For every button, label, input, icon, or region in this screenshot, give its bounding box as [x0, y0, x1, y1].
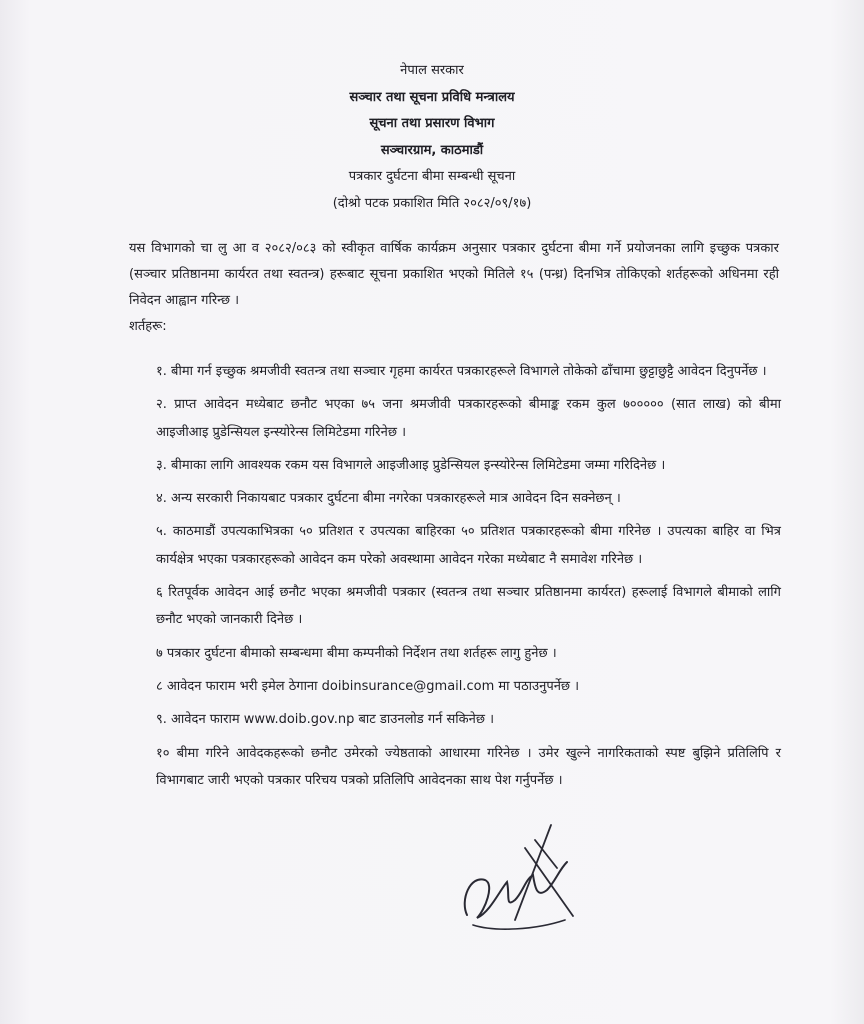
signature-image — [455, 820, 585, 940]
intro-paragraph: यस विभागको चा लु आ व २०८२/०८३ को स्वीकृत वार्षिक कार्यक्रम अनुसार पत्रकार दुर्घटना बीमा गर्ने प्रयोजनका लागि इच्छुक पत्रकार (सञ्चार प्रतिष्ठानमा कार्यरत तथा स्वतन्त्र) हरूबाट सूचना प्रकाशित भएको मितिले १५ (पन्ध्र) दिनभित्र तोकिएको शर्तहरूको अधिनमा रही निवेदन आह्वान गरिन्छ । — [129, 241, 779, 308]
notice-title: पत्रकार दुर्घटना बीमा सम्बन्धी सूचना — [348, 169, 516, 184]
condition-item: ७ पत्रकार दुर्घटना बीमाको सम्बन्धमा बीमा कम्पनीको निर्देशन तथा शर्तहरू लागु हुनेछ । — [156, 645, 557, 661]
header-department: सूचना तथा प्रसारण विभाग — [369, 116, 495, 131]
condition-item: ५. काठमाडौं उपत्यकाभित्रका ५० प्रतिशत र उपत्यका बाहिरका ५० प्रतिशत पत्रकारहरूको बीमा गरिनेछ । उपत्यका बाहिर वा भित्र कार्यक्षेत्र भएका पत्रकारहरूको आवेदन कम परेको अवस्थामा आवेदन गरेका मध्येबाट नै समावेश गरिनेछ । — [156, 524, 781, 567]
header-ministry: सञ्चार तथा सूचना प्रविधि मन्त्रालय — [349, 89, 515, 105]
conditions-list — [156, 358, 781, 800]
condition-item: ६ रितपूर्वक आवेदन आई छनौट भएका श्रमजीवी पत्रकार (स्वतन्त्र तथा सञ्चार प्रतिष्ठानमा कार्यरत) हरूलाई विभागले बीमाको लागि छनौट भएको जानकारी दिनेछ । — [156, 585, 781, 628]
condition-item: ३. बीमाका लागि आवश्यक रकम यस विभागले आइजीआइ प्रुडेन्सियल इन्स्योरेन्स लिमिटेडमा जम्मा गरिदिनेछ । — [156, 457, 666, 473]
header-address: सञ्चारग्राम, काठमाडौं — [380, 142, 484, 158]
condition-item: १. बीमा गर्न इच्छुक श्रमजीवी स्वतन्त्र तथा सञ्चार गृहमा कार्यरत पत्रकारहरूले विभागले तोकेको ढाँचामा छुट्टाछुट्टै आवेदन दिनुपर्नेछ । — [156, 364, 767, 379]
header-government: नेपाल सरकार — [400, 63, 464, 78]
condition-item: १० बीमा गरिने आवेदकहरूको छनौट उमेरको ज्येष्ठताको आधारमा गरिनेछ । उमेर खुल्ने नागरिकताको स्पष्ट बुझिने प्रतिलिपि र विभागबाट जारी भएको पत्रकार परिचय पत्रको प्रतिलिपि आवेदनका साथ पेश गर्नुपर्नेछ । — [156, 745, 781, 788]
condition-item: ९. आवेदन फाराम www.doib.gov.np बाट डाउनलोड गर्न सकिनेछ । — [156, 712, 495, 728]
conditions-label: शर्तहरू: — [129, 319, 167, 334]
condition-item: ४. अन्य सरकारी निकायबाट पत्रकार दुर्घटना बीमा नगरेका पत्रकारहरूले मात्र आवेदन दिन सक्नेछन् । — [156, 491, 621, 507]
condition-item: ८ आवेदन फाराम भरी इमेल ठेगाना doibinsurance@gmail.com मा पठाउनुपर्नेछ । — [156, 678, 580, 694]
condition-item: २. प्राप्त आवेदन मध्येबाट छनौट भएका ७५ जना श्रमजीवी पत्रकारहरूको बीमाङ्क रकम कुल ७००००० (सात लाख) को बीमा आइजीआइ प्रुडेन्सियल इन्स्योरेन्स लिमिटेडमा गरिनेछ । — [156, 397, 781, 440]
publish-date: (दोश्रो पटक प्रकाशित मिति २०८२/०९/१७) — [332, 195, 532, 211]
notice-header — [0, 58, 864, 217]
